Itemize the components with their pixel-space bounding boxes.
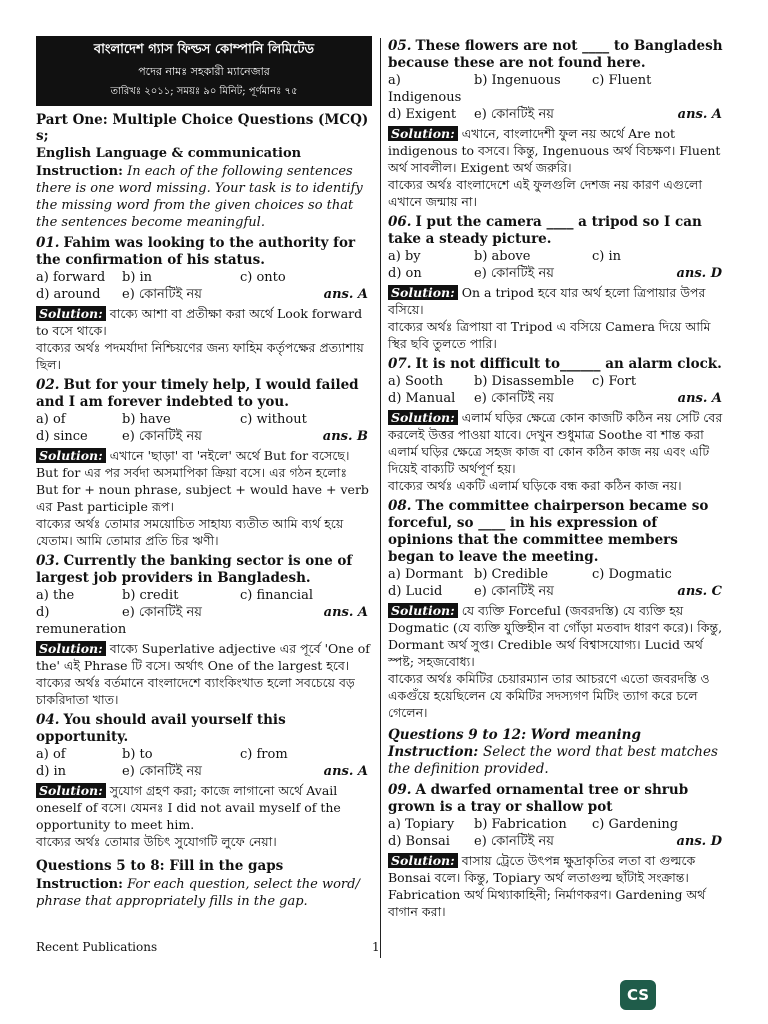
section-instruction: Select the word that best matches the definition provided.	[388, 744, 718, 777]
solution-text: এলার্ম ঘড়ির ক্ষেত্রে কোন কাজটি কঠিন নয় সেটি বের করলেই উত্তর পাওয়া যাবে। দেখুন শুধুমাত্র Soothe বা শান্ত করা এলার্ম ঘড়ির ক্ষেত্রে সহজ কাজ বা কোন কঠিন কাজ নয় এবং এটি দিয়েই বাক্যটি অর্থপূর্ণ হয়।	[388, 410, 723, 476]
instruction-text: In each of the following sentences there is one word missing. Your task is to identify the missing word from the given choices so that the sentences become meaningful.	[36, 164, 363, 230]
solution-label: Solution:	[388, 853, 458, 868]
solution-text: বাক্যে Superlative adjective এর পূর্বে 'One of the' এই Phrase টি বসে। অর্থাৎ One of the largest হবে।	[36, 641, 370, 673]
option: a) Dormant	[388, 567, 464, 582]
part-title: Part One: Multiple Choice Questions (MCQ) s;	[36, 112, 369, 144]
solution-label: Solution:	[388, 410, 458, 425]
solution-label: Solution:	[388, 603, 458, 618]
question-number: 03.	[36, 553, 60, 569]
options-5	[388, 72, 726, 123]
question-number: 04.	[36, 712, 60, 728]
option: d) Manual	[388, 391, 456, 406]
answer: ans. A	[323, 287, 368, 302]
option: c) financial	[240, 588, 313, 603]
solution-8	[388, 602, 726, 670]
solution-2	[36, 447, 372, 515]
solution-label: Solution:	[36, 783, 106, 798]
question-7	[388, 356, 726, 373]
question-text: But for your timely help, I would failed and I am forever indebted to you.	[36, 377, 359, 410]
solution-text: যে ব্যক্তি Forceful (জবরদস্তি) যে ব্যক্তি হয় Dogmatic (যে ব্যক্তি যুক্তিহীন বা গোঁড়া মতবাদ ধারণ করে)। কিন্তু, Dormant অর্থ সুপ্ত। Credible অর্থ বিশ্বাসযোগ্য। Lucid অর্থ স্পষ্ট; সহজবোধ্য।	[388, 603, 723, 669]
option: b) above	[474, 249, 531, 264]
question-6	[388, 214, 726, 248]
meaning-4: বাক্যের অর্থঃ তোমার উচিৎ সুযোগটি লুফে নেয়া।	[36, 834, 277, 849]
option: d) on	[388, 266, 422, 281]
option: b) in	[122, 270, 153, 285]
meaning-2: বাক্যের অর্থঃ তোমার সময়োচিত সাহায্য ব্যতীত আমি ব্যর্থ হয়ে যেতাম। আমি তোমার প্রতি চির ঋণী।	[36, 516, 344, 548]
section-heading-word-meaning	[388, 727, 726, 778]
option: d) Lucid	[388, 584, 443, 599]
question-text: I put the camera ____ a tripod so I can take a steady picture.	[388, 214, 702, 247]
question-number: 06.	[388, 214, 412, 230]
option: d) in	[36, 764, 67, 779]
question-text: Fahim was looking to the authority for the confirmation of his status.	[36, 235, 356, 268]
option: a) forward	[36, 270, 106, 285]
instruction-1	[36, 163, 372, 231]
option: a) by	[388, 249, 421, 264]
question-text: It is not difficult to______ an alarm clock.	[415, 356, 722, 372]
option: a) Sooth	[388, 374, 444, 389]
answer: ans. C	[677, 584, 722, 599]
solution-5	[388, 125, 726, 176]
solution-text: এখানে 'ছাড়া' বা 'নইলে' অর্থে But for বসেছে। But for এর পর সর্বদা অসমাপিকা ক্রিয়া বসে। এর গঠন হলোঃ But for + noun phrase, subject + would have + verb এর Past participle রূপ।	[36, 448, 369, 514]
option: c) onto	[240, 270, 286, 285]
camscanner-badge: CS	[620, 980, 656, 1010]
option: e) কোনটিই নয়	[474, 834, 554, 849]
option: e) কোনটিই নয়	[474, 266, 554, 281]
header-meta: তারিখঃ ২০১১; সময়ঃ ৯০ মিনিট; পূর্ণমানঃ ৭৫	[110, 86, 298, 97]
option: b) credit	[122, 588, 179, 603]
option: c) in	[592, 249, 622, 264]
option: e) কোনটিই নয়	[122, 605, 202, 620]
solution-text: এখানে, বাংলাদেশী ফুল নয় অর্থে Are not indigenous to বসবে। কিন্তু, Ingenuous অর্থ বিচক্ষণ। Fluent অর্থ সাবলীল। Exigent অর্থ জরুরি।	[388, 126, 721, 175]
section-label: Questions 9 to 12: Word meaning Instruction:	[388, 727, 641, 760]
solution-3	[36, 640, 372, 674]
question-text: Currently the banking sector is one of largest job providers in Bangladesh.	[36, 553, 353, 586]
option: e) কোনটিই নয়	[474, 584, 554, 599]
option: a) Indigenous	[388, 73, 462, 105]
question-text: A dwarfed ornamental tree or shrub grown is a tray or shallow pot	[388, 782, 689, 815]
option: d) Exigent	[388, 107, 457, 122]
question-number: 05.	[388, 38, 412, 54]
solution-1	[36, 305, 372, 339]
solution-label: Solution:	[36, 641, 106, 656]
answer: ans. B	[322, 429, 368, 444]
answer: ans. D	[676, 834, 722, 849]
option: d) around	[36, 287, 101, 302]
answer: ans. A	[323, 764, 368, 779]
question-2	[36, 377, 372, 411]
solution-7	[388, 409, 726, 477]
option: e) কোনটিই নয়	[474, 391, 554, 406]
option: b) Disassemble	[474, 374, 575, 389]
instruction-label: Instruction:	[36, 164, 123, 179]
solution-4	[36, 782, 372, 833]
solution-9	[388, 852, 726, 920]
option: c) Gardening	[592, 817, 679, 832]
column-divider	[380, 38, 381, 958]
options-9	[388, 816, 726, 850]
question-text: You should avail yourself this opportunity.	[36, 712, 286, 745]
option: a) of	[36, 412, 66, 427]
answer: ans. A	[677, 391, 722, 406]
answer: ans. D	[676, 266, 722, 281]
header-company: বাংলাদেশ গ্যাস ফিল্ডস কোম্পানি লিমিটেড	[93, 42, 315, 57]
question-text: The committee chairperson became so forceful, so ____ in his expression of opinions that the committee members began to leave the meeting.	[388, 498, 709, 565]
options-8	[388, 566, 726, 600]
option: b) have	[122, 412, 171, 427]
instruction-label: Instruction:	[36, 877, 123, 892]
options-3	[36, 587, 372, 638]
option: e) কোনটিই নয়	[122, 429, 202, 444]
exam-header	[36, 36, 372, 106]
meaning-5: বাক্যের অর্থঃ বাংলাদেশে এই ফুলগুলি দেশজ নয় কারণ এগুলো এখানে জন্মায় না।	[388, 177, 702, 209]
option: e) কোনটিই নয়	[122, 287, 202, 302]
header-post: পদের নামঃ সহকারী ম্যানেজার	[138, 65, 270, 78]
option: c) Fort	[592, 374, 637, 389]
question-1	[36, 235, 372, 269]
solution-label: Solution:	[388, 126, 458, 141]
section-subtitle: English Language & communication	[36, 146, 302, 161]
meaning-1: বাক্যের অর্থঃ পদমর্যাদা নিশ্চিয়ণের জন্য ফাহিম কর্তৃপক্ষের প্রত্যাশায় ছিল।	[36, 340, 364, 372]
solution-6	[388, 284, 726, 318]
option: e) কোনটিই নয়	[122, 764, 202, 779]
options-7	[388, 373, 726, 407]
instruction-text: For each question, select the word/ phrase that appropriately fills in the gap.	[36, 877, 360, 909]
option: a) the	[36, 588, 75, 603]
option: d) Bonsai	[388, 834, 450, 849]
question-number: 02.	[36, 377, 60, 393]
options-2	[36, 411, 372, 445]
solution-text: বাক্যে আশা বা প্রতীক্ষা করা অর্থে Look forward to বসে থাকে।	[36, 306, 363, 338]
options-6	[388, 248, 726, 282]
option: d) since	[36, 429, 88, 444]
options-1	[36, 269, 372, 303]
option: d) remuneration	[36, 605, 127, 637]
meaning-6: বাক্যের অর্থঃ ত্রিপায়া বা Tripod এ বসিয়ে Camera দিয়ে আমি স্থির ছবি তুলতে পারি।	[388, 319, 711, 351]
option: e) কোনটিই নয়	[474, 107, 554, 122]
solution-label: Solution:	[36, 306, 106, 321]
solution-label: Solution:	[36, 448, 106, 463]
answer: ans. A	[323, 605, 368, 620]
meaning-7: বাক্যের অর্থঃ একটি এলার্ম ঘড়িকে বন্ধ করা কঠিন কাজ নয়।	[388, 478, 682, 493]
option: b) Credible	[474, 567, 549, 582]
solution-label: Solution:	[388, 285, 458, 300]
solution-text: On a tripod হবে যার অর্থ হলো ত্রিপায়ার উপর বসিয়ে।	[388, 285, 706, 317]
option: b) Fabrication	[474, 817, 567, 832]
page-number: 1	[372, 940, 380, 954]
right-column	[388, 36, 726, 920]
answer: ans. A	[677, 107, 722, 122]
meaning-3: বাক্যের অর্থঃ বর্তমানে বাংলাদেশে ব্যাংকিংখাত হলো সবচেয়ে বড় চাকরিদাতা খাত।	[36, 675, 355, 707]
solution-text: বাসায় ট্রেতে উৎপন্ন ক্ষুদ্রাকৃতির লতা বা গুল্মকে Bonsai বলে। কিন্তু, Topiary অর্থ লতাগুল্ম ছাঁটাই সংক্রান্ত। Fabrication অর্থ মিথ্যাকাহিনী; নির্মাণকরণ। Gardening অর্থ বাগান করা।	[388, 853, 706, 919]
question-5	[388, 38, 726, 72]
instruction-2	[36, 876, 372, 910]
question-number: 07.	[388, 356, 412, 372]
question-number: 09.	[388, 782, 412, 798]
question-9	[388, 782, 726, 816]
question-text: These flowers are not ____ to Bangladesh because these are not found here.	[388, 38, 723, 71]
question-3	[36, 553, 372, 587]
question-number: 08.	[388, 498, 412, 514]
option: c) from	[240, 747, 288, 762]
question-4	[36, 712, 372, 746]
option: b) Ingenuous	[474, 73, 561, 88]
exam-page	[36, 36, 736, 966]
options-4	[36, 746, 372, 780]
meaning-8: বাক্যের অর্থঃ কমিটির চেয়ারম্যান তার আচরণে এতো জবরদস্তি ও একগুঁয়ে হয়েছিলেন যে কমিটির সদস্যগণ মিটিং ত্যাগ করে চলে গেলেন।	[388, 671, 710, 720]
option: a) of	[36, 747, 66, 762]
option: c) Dogmatic	[592, 567, 672, 582]
left-column	[36, 36, 372, 914]
question-number: 01.	[36, 235, 60, 251]
section-heading-fill-gaps: Questions 5 to 8: Fill in the gaps	[36, 858, 284, 874]
option: c) Fluent	[592, 73, 652, 88]
publisher-footer: Recent Publications	[36, 940, 158, 954]
solution-text: সুযোগ গ্রহণ করা; কাজে লাগানো অর্থে Avail oneself of বসে। যেমনঃ I did not avail myself of the opportunity to meet him.	[36, 783, 341, 832]
option: c) without	[240, 412, 307, 427]
option: a) Topiary	[388, 817, 455, 832]
question-8	[388, 498, 726, 566]
option: b) to	[122, 747, 153, 762]
